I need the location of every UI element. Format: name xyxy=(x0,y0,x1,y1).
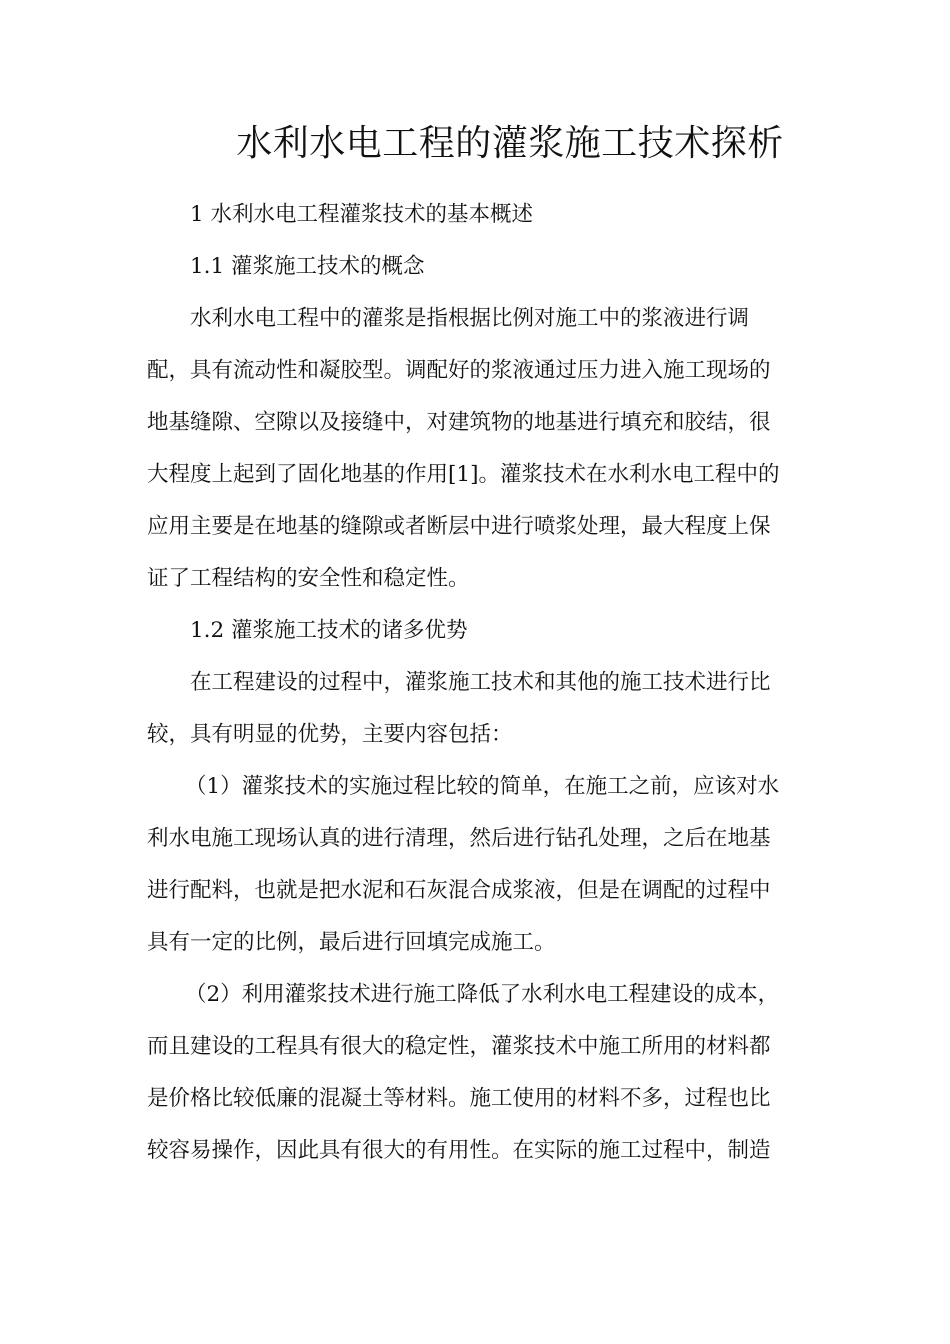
list-item-line: 较容易操作，因此具有很大的有用性。在实际的施工过程中，制造 xyxy=(147,1138,771,1163)
list-item-line: 利水电施工现场认真的进行清理，然后进行钻孔处理，之后在地基 xyxy=(147,826,771,851)
paragraph-line: 大程度上起到了固化地基的作用[1]。灌浆技术在水利水电工程中的 xyxy=(147,462,780,487)
subsection-heading-1-2: 1.2 灌浆施工技术的诸多优势 xyxy=(190,618,468,643)
paragraph-line: 在工程建设的过程中，灌浆施工技术和其他的施工技术进行比 xyxy=(190,670,771,695)
list-item-line: 具有一定的比例，最后进行回填完成施工。 xyxy=(147,930,556,955)
list-item-line: 进行配料，也就是把水泥和石灰混合成浆液，但是在调配的过程中 xyxy=(147,878,771,903)
paragraph-line: 水利水电工程中的灌浆是指根据比例对施工中的浆液进行调 xyxy=(190,306,750,331)
paragraph-line: 应用主要是在地基的缝隙或者断层中进行喷浆处理，最大程度上保 xyxy=(147,514,771,539)
paragraph-line: 配，具有流动性和凝胶型。调配好的浆液通过压力进入施工现场的 xyxy=(147,358,771,383)
paragraph-line: 地基缝隙、空隙以及接缝中，对建筑物的地基进行填充和胶结，很 xyxy=(147,410,771,435)
document-title: 水利水电工程的灌浆施工技术探析 xyxy=(236,123,784,164)
section-heading-1: 1 水利水电工程灌浆技术的基本概述 xyxy=(190,202,534,227)
list-item-line: （1）灌浆技术的实施过程比较的简单，在施工之前，应该对水 xyxy=(185,774,780,799)
paragraph-line: 较，具有明显的优势，主要内容包括： xyxy=(147,722,513,747)
list-item-line: 而且建设的工程具有很大的稳定性，灌浆技术中施工所用的材料都 xyxy=(147,1034,771,1059)
list-item-line: 是价格比较低廉的混凝土等材料。施工使用的材料不多，过程也比 xyxy=(147,1086,771,1111)
list-item-line: （2）利用灌浆技术进行施工降低了水利水电工程建设的成本， xyxy=(185,982,780,1007)
subsection-heading-1-1: 1.1 灌浆施工技术的概念 xyxy=(190,254,425,279)
paragraph-line: 证了工程结构的安全性和稳定性。 xyxy=(147,566,470,591)
